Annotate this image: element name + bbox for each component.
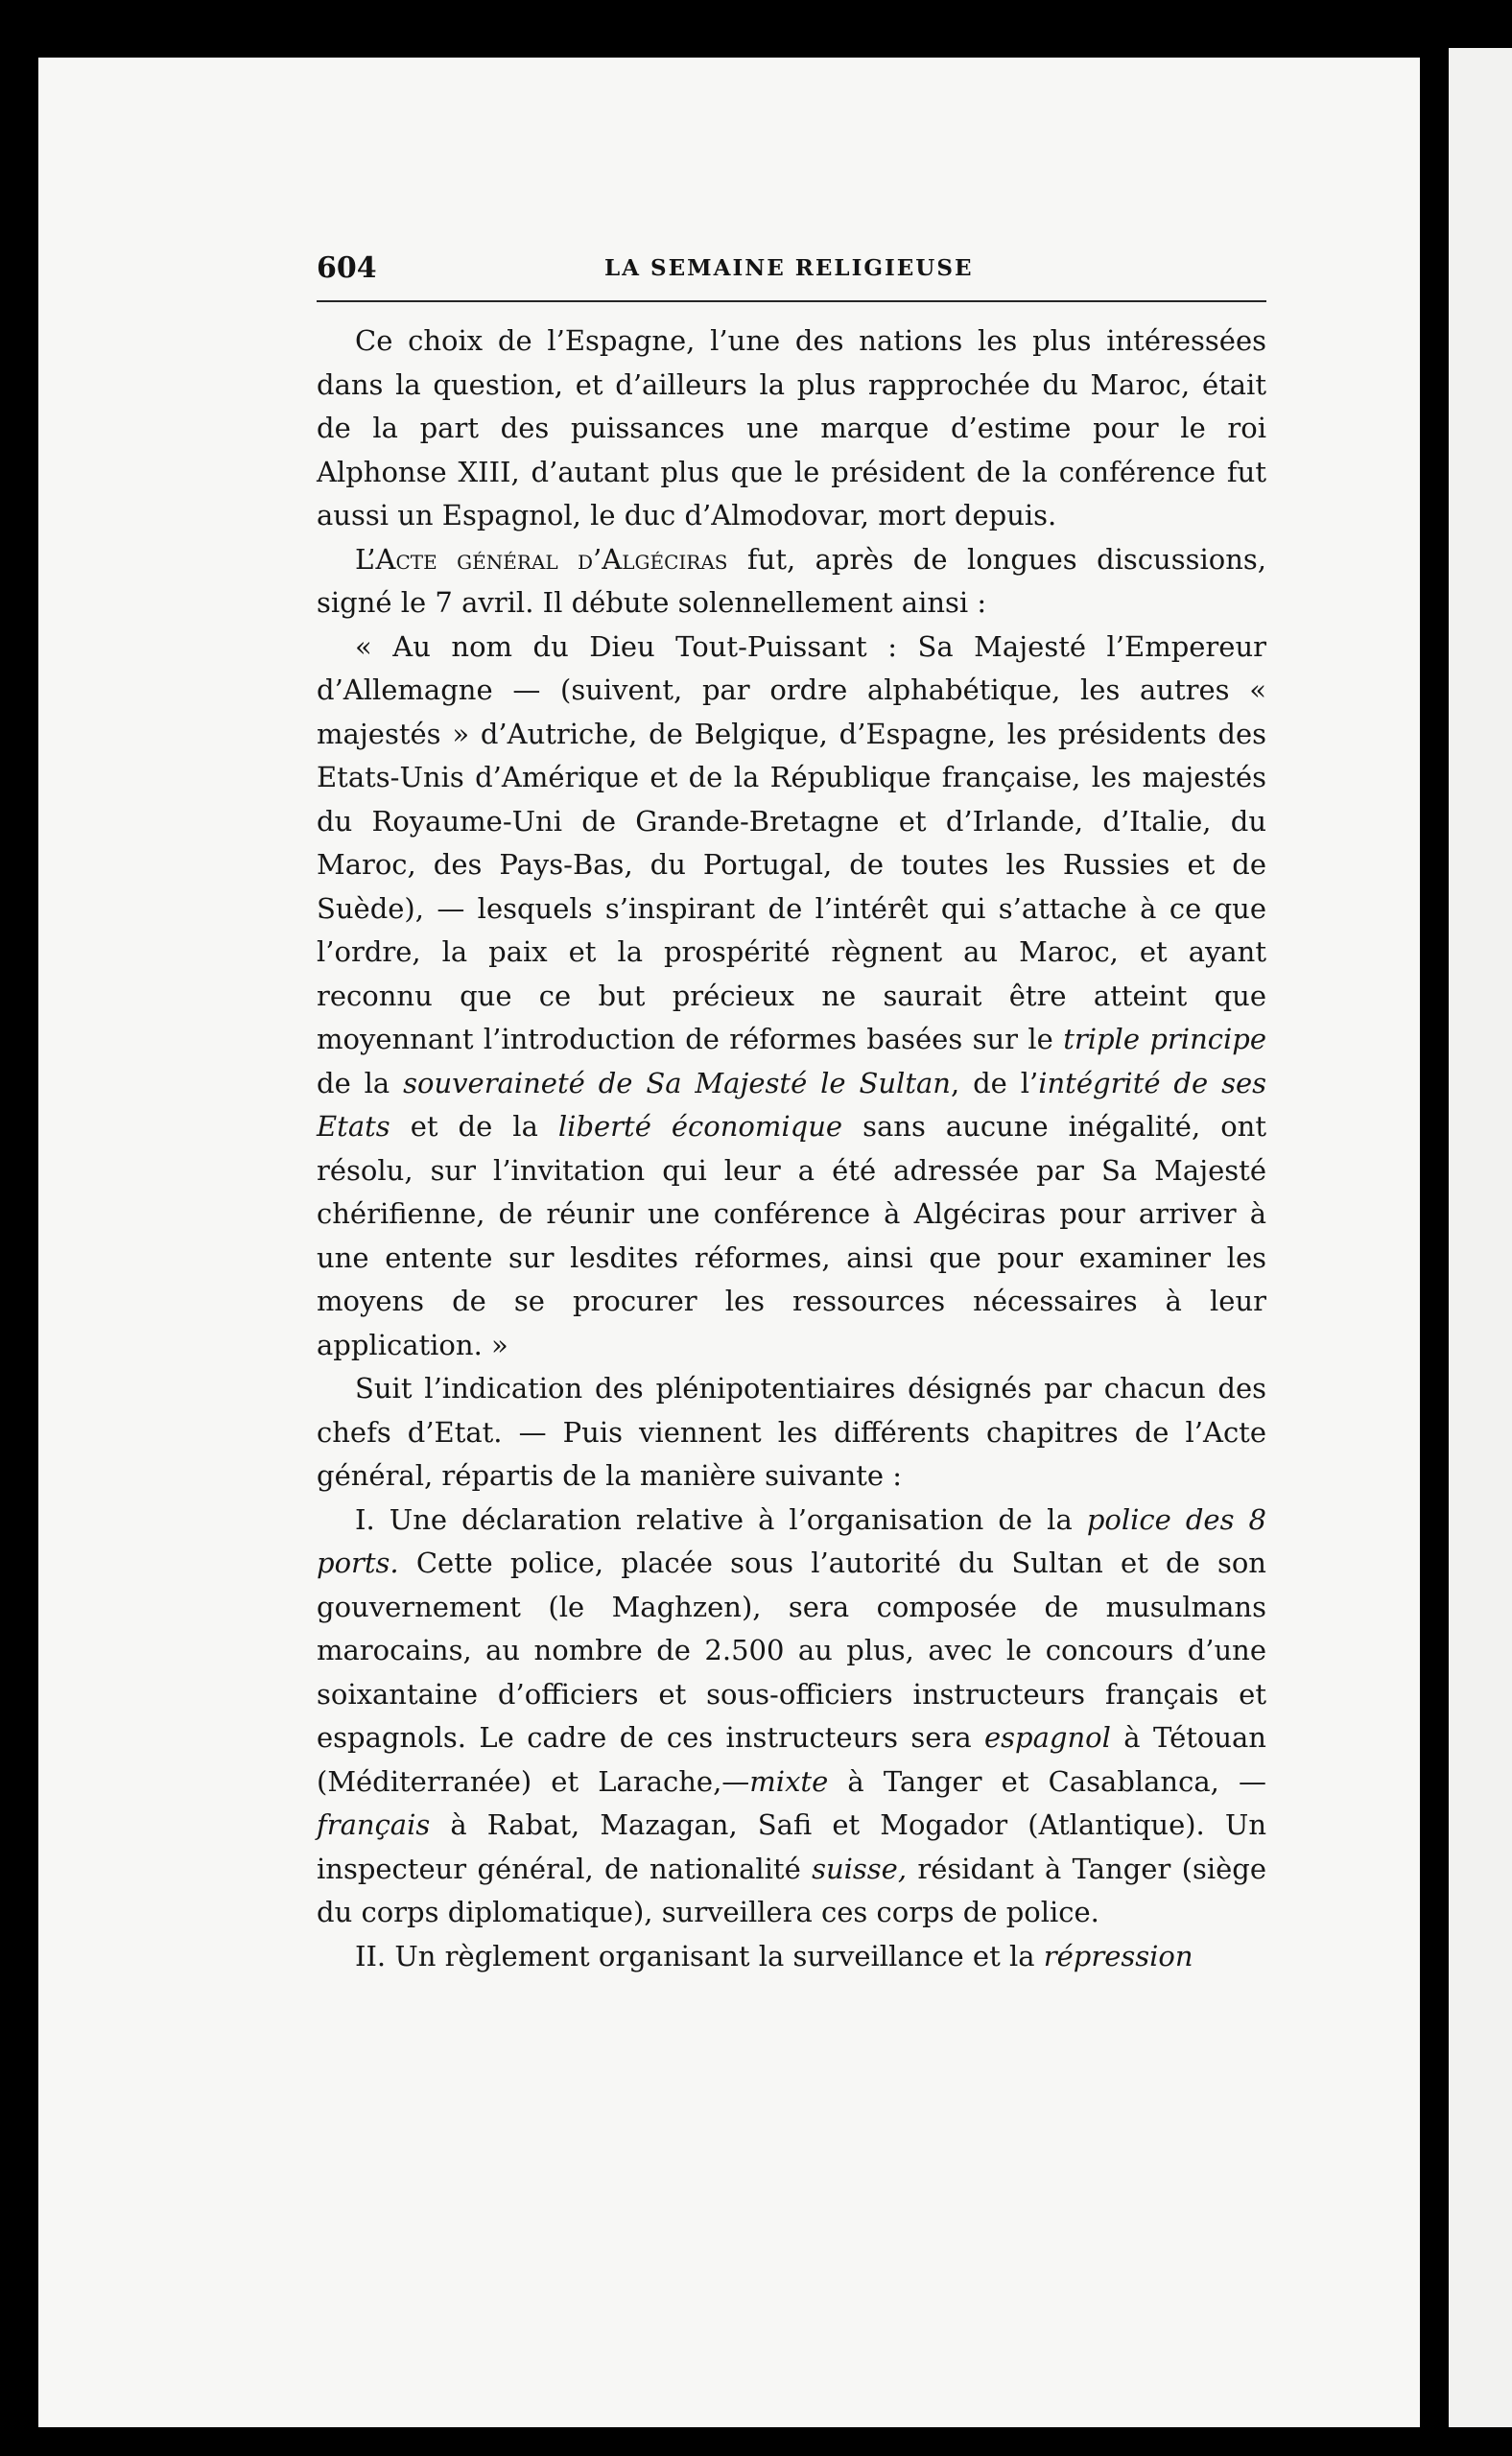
paragraph-3-quotation: « Au nom du Dieu Tout-Puissant : Sa Majesté l’Empereur d’Allemagne — (suivent, par ordre alphabétique, les autres « majestés » d’Autriche, de Belgique, d’Espagne, les présidents des Etats-Unis d’Amérique et de la République française, les majestés du Royaume-Uni de Grande-Bretagne et d’Irlande, d’Italie, du Maroc, des Pays-Bas, du Portugal, de toutes les Russies et de Suède), — lesquels s’inspirant de l’intérêt qui s’attache à ce que l’ordre, la paix et la prospérité règnent au Maroc, et ayant reconnu que ce but précieux ne saurait être atteint que moyennant l’introduction de réformes basées sur le triple principe de la souveraineté de Sa Majesté le Sultan, de l’intégrité de ses Etats et de la liberté économique sans aucune inégalité, ont résolu, sur l’invitation qui leur a été adressée par Sa Majesté chérifienne, de réunir une conférence à Algéciras pour arriver à une entente sur lesdites réformes, ainsi que pour examiner les moyens de se procurer les ressources nécessaires à leur application. » xyxy=(317,629,1267,1361)
page-header xyxy=(317,251,1266,290)
page-body xyxy=(317,319,1266,1978)
paragraph-5-section-i: I. Une déclaration relative à l’organisation de la police des 8 ports. Cette police, placée sous l’autorité du Sultan et de son gouvernement (le Maghzen), sera composée de musulmans marocains, au nombre de 2.500 au plus, avec le concours d’une soixantaine d’officiers et sous-officiers instructeurs français et espagnols. Le cadre de ces instructeurs sera espagnol à Tétouan (Méditerranée) et Larache,—mixte à Tanger et Casablanca, —français à Rabat, Mazagan, Safi et Mogador (Atlantique). Un inspecteur général, de nationalité suisse, résidant à Tanger (siège du corps diplomatique), surveillera ces corps de police. xyxy=(317,1502,1266,1928)
paragraph-1: Ce choix de l’Espagne, l’une des nations les plus intéressées dans la question, et d’ailleurs la plus rapprochée du Maroc, était de la part des puissances une marque d’estime pour le roi Alphonse XIII, d’autant plus que le président de la conférence fut aussi un Espagnol, le duc d’Almodovar, mort depuis. xyxy=(317,324,1266,531)
paragraph-4: Suit l’indication des plénipotentiaires désignés par chacun des chefs d’Etat. — Puis viennent les différents chapitres de l’Acte général, répartis de la manière suivante : xyxy=(317,1372,1266,1492)
paragraph-6-section-ii: II. Un règlement organisant la surveillance et la répression xyxy=(355,1939,1193,1972)
paragraph-2: L’Acte général d’Algéciras fut, après de longues discussions, signé le 7 avril. Il débute solennellement ainsi : xyxy=(317,542,1266,619)
header-rule xyxy=(317,300,1266,302)
facing-page-edge xyxy=(1449,48,1512,2427)
running-title: LA SEMAINE RELIGIEUSE xyxy=(604,255,974,281)
act-title-smallcaps: Acte général d’Algéciras xyxy=(375,542,728,576)
page-number: 604 xyxy=(317,251,377,285)
